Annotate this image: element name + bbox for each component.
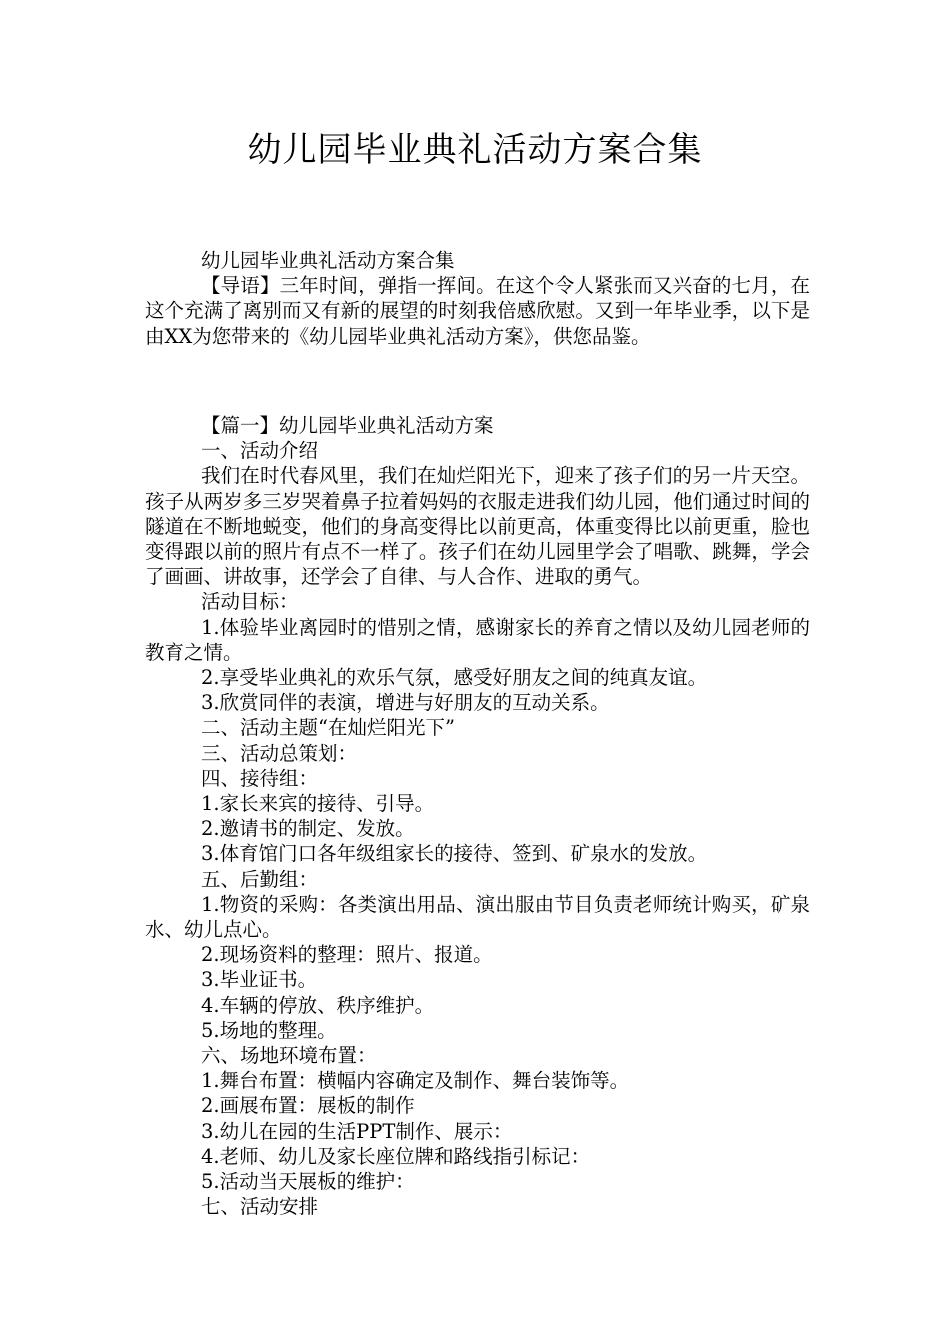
paragraph: 我们在时代春风里，我们在灿烂阳光下，迎来了孩子们的另一片天空。孩子从两岁多三岁哭着鼻子拉着妈妈的衣服走进我们幼儿园，他们通过时间的隧道在不断地蜕变，他们的身高变得比以前更高，体重变得比以前更重，脸也变得跟以前的照片有点不一样了。孩子们在幼儿园里学会了唱歌、跳舞，学会了画画、讲故事，还学会了自律、与人合作、进取的勇气。	[145, 464, 810, 589]
paragraph: 七、活动安排	[201, 1195, 319, 1219]
paragraph: 3.幼儿在园的生活PPT制作、展示：	[201, 1119, 513, 1143]
paragraph: 1.家长来宾的接待、引导。	[201, 792, 435, 816]
paragraph: 3.体育馆门口各年级组家长的接待、签到、矿泉水的发放。	[201, 842, 708, 866]
paragraph: 2.享受毕业典礼的欢乐气氛，感受好朋友之间的纯真友谊。	[201, 666, 708, 690]
paragraph: 活动目标：	[201, 590, 299, 614]
paragraph: 二、活动主题“在灿烂阳光下”	[201, 716, 455, 740]
paragraph: 四、接待组：	[201, 766, 319, 790]
paragraph: 2.现场资料的整理：照片、报道。	[201, 943, 493, 967]
paragraph: 1.舞台布置：横幅内容确定及制作、舞台装饰等。	[201, 1069, 630, 1093]
paragraph: 2.画展布置：展板的制作	[201, 1094, 415, 1118]
paragraph: 【导语】三年时间，弹指一挥间。在这个令人紧张而又兴奋的七月，在这个充满了离别而又有新的展望的时刻我倍感欣慰。又到一年毕业季，以下是由XX为您带来的《幼儿园毕业典礼活动方案》，供您品鉴。	[145, 274, 810, 348]
paragraph: 3.欣赏同伴的表演，增进与好朋友的互动关系。	[201, 691, 610, 715]
document-title: 幼儿园毕业典礼活动方案合集	[247, 130, 703, 170]
paragraph: 三、活动总策划：	[201, 741, 358, 765]
paragraph: 1.物资的采购：各类演出用品、演出服由节目负责老师统计购买，矿泉水、幼儿点心。	[145, 892, 810, 942]
paragraph: 4.老师、幼儿及家长座位牌和路线指引标记：	[201, 1144, 591, 1168]
paragraph: 5.活动当天展板的维护：	[201, 1170, 415, 1194]
paragraph: 2.邀请书的制定、发放。	[201, 817, 415, 841]
paragraph: 1.体验毕业离园时的惜别之情，感谢家长的养育之情以及幼儿园老师的教育之情。	[145, 615, 810, 664]
paragraph: 4.车辆的停放、秩序维护。	[201, 993, 435, 1017]
paragraph: 一、活动介绍	[201, 439, 319, 463]
document-body	[145, 248, 810, 1220]
paragraph: 五、后勤组：	[201, 867, 319, 891]
paragraph: 3.毕业证书。	[201, 968, 318, 992]
paragraph: 幼儿园毕业典礼活动方案合集	[201, 249, 455, 272]
paragraph-spacer	[145, 368, 810, 393]
paragraph: 【篇一】幼儿园毕业典礼活动方案	[201, 414, 494, 437]
paragraph: 5.场地的整理。	[201, 1018, 337, 1042]
paragraph: 六、场地环境布置：	[201, 1044, 377, 1068]
